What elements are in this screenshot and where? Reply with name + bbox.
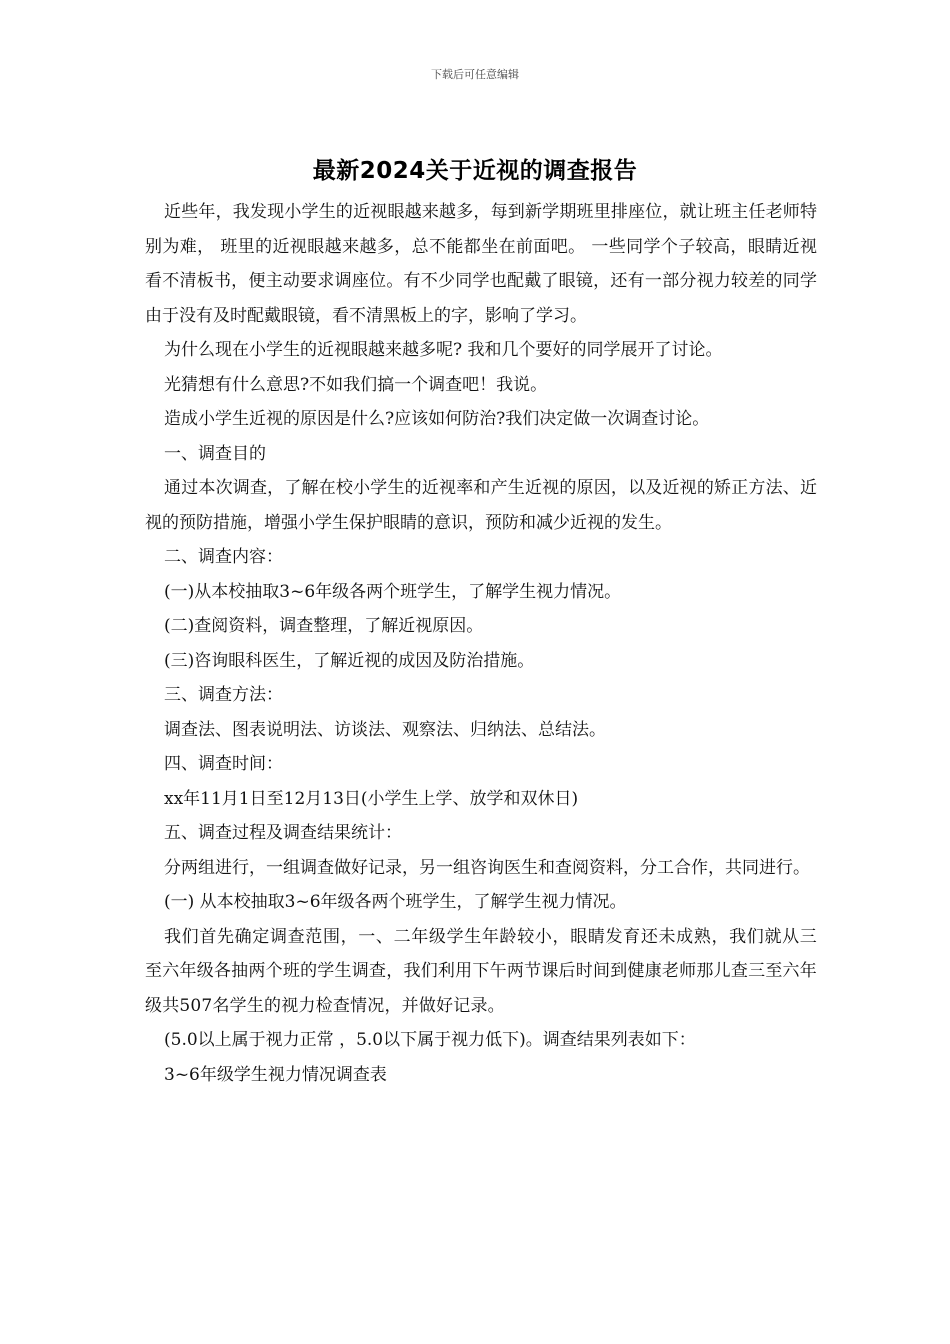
- document-body: [145, 195, 817, 1092]
- paragraph-intro: 近些年，我发现小学生的近视眼越来越多，每到新学期班里排座位，就让班主任老师特别为难， 班里的近视眼越来越多，总不能都坐在前面吧。 一些同学个子较高，眼睛近视看不清板书，便主动要求调座位。有不少同学也配戴了眼镜，还有一部分视力较差的同学由于没有及时配戴眼镜，看不清黑板上的字，影响了学习。: [145, 202, 817, 326]
- header-note: 下载后可任意编辑: [431, 68, 519, 81]
- sub-heading-sampling: (一) 从本校抽取3~6年级各两个班学生，了解学生视力情况。: [164, 892, 627, 912]
- list-item: (三)咨询眼科医生，了解近视的成因及防治措施。: [164, 650, 535, 671]
- paragraph-methods: 调查法、图表说明法、访谈法、观察法、归纳法、总结法。: [164, 719, 606, 740]
- paragraph-idea: 光猜想有什么意思?不如我们搞一个调查吧！我说。: [164, 374, 548, 395]
- paragraph-decision: 造成小学生近视的原因是什么?应该如何防治?我们决定做一次调查讨论。: [164, 409, 710, 429]
- document-title: 最新2024关于近视的调查报告: [312, 158, 638, 184]
- list-item: (一)从本校抽取3~6年级各两个班学生，了解学生视力情况。: [164, 581, 622, 602]
- paragraph-time: xx年11月1日至12月13日(小学生上学、放学和双休日): [164, 788, 579, 809]
- section-heading-method: 三、调查方法：: [164, 685, 283, 705]
- section-heading-process: 五、调查过程及调查结果统计：: [164, 823, 402, 843]
- section-heading-purpose: 一、调查目的: [164, 443, 266, 464]
- paragraph-purpose: 通过本次调查，了解在校小学生的近视率和产生近视的原因，以及近视的矫正方法、近视的预防措施，增强小学生保护眼睛的意识，预防和减少近视的发生。: [145, 478, 817, 533]
- section-heading-time: 四、调查时间：: [164, 754, 283, 774]
- table-caption: 3~6年级学生视力情况调查表: [164, 1064, 387, 1085]
- section-heading-content: 二、调查内容：: [164, 547, 283, 567]
- paragraph-question: 为什么现在小学生的近视眼越来越多呢? 我和几个要好的同学展开了讨论。: [164, 340, 723, 360]
- paragraph-process: 分两组进行，一组调查做好记录，另一组咨询医生和查阅资料，分工合作，共同进行。: [164, 857, 810, 878]
- paragraph-criteria: (5.0以上属于视力正常 ，5.0以下属于视力低下)。调查结果列表如下：: [164, 1030, 696, 1050]
- list-item: (二)查阅资料，调查整理，了解近视原因。: [164, 616, 484, 636]
- paragraph-sampling: 我们首先确定调查范围，一、二年级学生年龄较小，眼睛发育还未成熟，我们就从三至六年级各抽两个班的学生调查，我们利用下午两节课后时间到健康老师那儿查三至六年级共507名学生的视力检查情况，并做好记录。: [145, 926, 817, 1016]
